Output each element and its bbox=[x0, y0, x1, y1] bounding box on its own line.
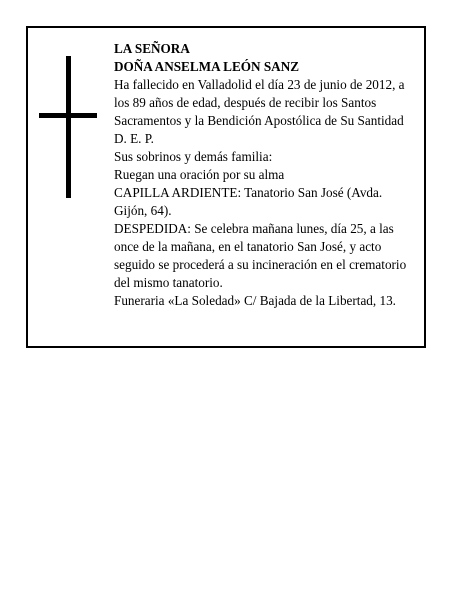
obituary-notice bbox=[26, 26, 426, 348]
farewell-info: DESPEDIDA: Se celebra mañana lunes, día 25, a las once de la mañana, en el tanatorio San José, y acto seguido se procederá a su incineración en el crematorio del mismo tanatorio. bbox=[114, 221, 407, 290]
cross-vertical-bar bbox=[66, 56, 71, 198]
chapel-info: CAPILLA ARDIENTE: Tanatorio San José (Avda. Gijón, 64). bbox=[114, 185, 383, 218]
notice-text-block bbox=[114, 40, 420, 310]
prayer-request: Ruegan una oración por su alma bbox=[114, 167, 285, 182]
deceased-name: DOÑA ANSELMA LEÓN SANZ bbox=[114, 59, 300, 74]
family-line: Sus sobrinos y demás familia: bbox=[114, 149, 273, 164]
cross-horizontal-bar bbox=[39, 113, 97, 118]
funeral-home: Funeraria «La Soledad» C/ Bajada de la Libertad, 13. bbox=[114, 293, 396, 308]
death-announcement: Ha fallecido en Valladolid el día 23 de junio de 2012, a los 89 años de edad, después de recibir los Santos Sacramentos y la Bendición Apostólica de Su Santidad D. E. P. bbox=[114, 77, 405, 146]
notice-heading: LA SEÑORA bbox=[114, 41, 190, 56]
cross-icon bbox=[39, 56, 97, 198]
